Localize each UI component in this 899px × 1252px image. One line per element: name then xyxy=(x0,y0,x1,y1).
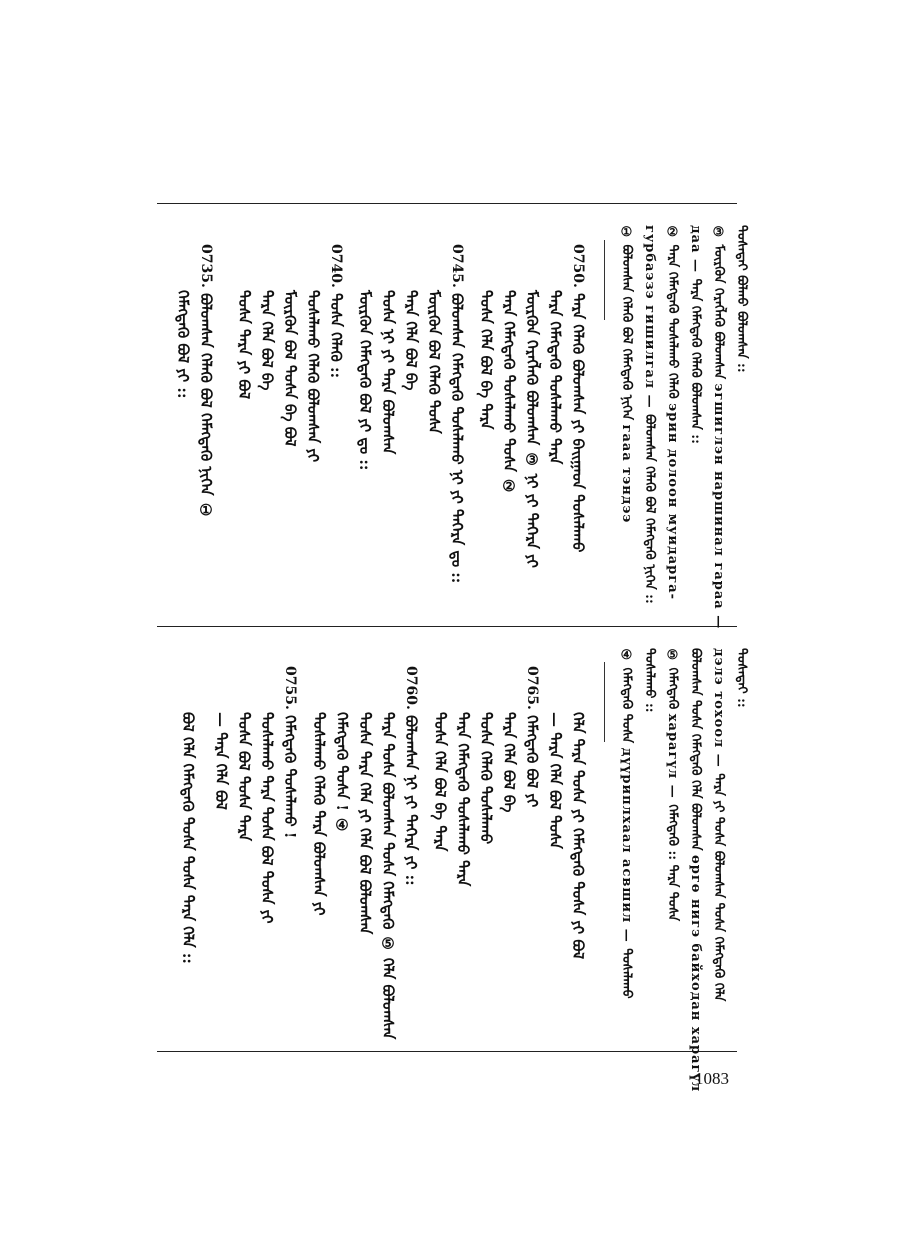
verse-line: ᠲᠤᠰᠠ ᠬᠡᠯᠡ ᠪᠣᠯ ᠪᠠ ᠲᠡᠷᠡ xyxy=(431,712,449,852)
bottom-rule xyxy=(157,1051,737,1052)
verse-line-0765 xyxy=(524,666,539,807)
verse-line: ᠲᠡᠷᠡ ᠬᠡᠮᠡᠭᠳᠡᠬᠦ ᠲᠤᠰᠠᠯᠠᠬᠤ ᠲᠡᠷᠡ xyxy=(454,712,472,887)
verse-line-0740 xyxy=(328,244,343,378)
verse-line: ᠲᠤᠰᠠ ᠲᠡᠷᠡ ᠬᠡᠯᠡ ᠶᠢ ᠬᠡᠯᠡ ᠪᠣᠯ ᠪᠣᠯᠤᠭᠰᠠᠨ xyxy=(356,712,374,935)
verse-number: 0745. xyxy=(449,244,465,288)
verse-line: ᠲᠡᠷᠡ ᠬᠡᠯᠡ ᠪᠣᠯ ᠪᠠ xyxy=(258,290,276,391)
footnote-line: даа — ᠲᠡᠷᠡ ᠬᠡᠮᠡᠭᠳᠡᠬᠦ ᠬᠡᠯᠡᠬᠦ ᠪᠤᠯᠤᠭᠰᠠᠨ :: xyxy=(688,225,703,444)
verse-line: ᠲᠤᠰᠠᠯᠠᠬᠤ ᠲᠡᠷᠡ ᠲᠤᠰᠠ ᠪᠣᠯ ᠲᠤᠰᠠ ᠶᠢ xyxy=(258,712,276,924)
verse-text: ᠬᠡᠮᠡᠭᠳᠡᠬᠦ ᠪᠣᠯ ᠶᠢ xyxy=(523,715,541,808)
verse-line: ᠪᠣᠯ ᠬᠡᠯᠡ ᠬᠡᠮᠡᠭᠳᠡᠬᠦ ᠲᠤᠰᠠ ᠲᠤᠰᠠ ᠲᠡᠷᠡ ᠬᠡᠯᠡ :: xyxy=(179,712,197,964)
verse-line: ᠲᠤᠰᠠ ᠲᠡᠷᠡ ᠶᠢ ᠪᠣᠯ xyxy=(235,290,253,400)
verse-line: ᠬᠡᠮᠡᠭᠳᠡᠬᠦ ᠲᠤᠰᠠ ! ④ xyxy=(333,712,351,835)
verse-line: ᠮᠥᠷᠭᠥᠨ ᠪᠣᠯ ᠲᠤᠰᠠ ᠪᠠ ᠪᠣᠯ xyxy=(281,290,299,447)
footnote-line: гурбаэзэ гишилгал — ᠪᠤᠯᠤᠭᠰᠠᠨ ᠬᠡᠯᠡᠬᠦ ᠪᠣᠯ ᠬᠡᠮᠡᠭᠳᠡᠬᠦ ᠨᠢᠭᠡᠨ :: xyxy=(642,225,657,604)
verse-line-0760 xyxy=(403,666,418,886)
verse-text: ᠲᠡᠷᠡ ᠬᠡᠯᠡᠬᠦ ᠪᠤᠯᠤᠭᠰᠠᠨ ᠶᠢ ᠪᠠᠢᠭᠠᠳ ᠲᠤᠰᠠᠯᠠᠬᠤ xyxy=(569,293,587,553)
verse-line: ᠲᠤᠰᠠ ᠬᠡᠯᠡᠬᠦ ᠲᠤᠰᠠᠯᠠᠬᠤ xyxy=(477,712,495,845)
verse-line-0735 xyxy=(198,244,213,519)
verse-line: ᠲᠡᠷᠡ ᠬᠡᠮᠡᠭᠳᠡᠬᠦ ᠲᠤᠰᠠᠯᠠᠬᠤ ᠲᠤᠰᠠ ② xyxy=(500,290,518,496)
page-number: 1083 xyxy=(695,1069,729,1088)
verse-number: 0735. xyxy=(198,244,214,288)
verse-line: ᠲᠤᠰᠠᠯᠠᠬᠤ ᠬᠡᠯᠡᠬᠦ ᠪᠤᠯᠤᠭᠰᠠᠨ ᠶᠢ xyxy=(304,290,322,463)
footnote-line: ᠪᠣᠯᠤᠭᠰᠠᠨ ᠲᠤᠰᠠ ᠬᠡᠮᠡᠭᠳᠡᠬᠦ ᠬᠡᠯᠡ ᠪᠣᠯᠤᠭᠰᠠᠨ өргө нигэ байходан харагүл xyxy=(688,648,703,1093)
verse-text: ᠲᠤᠰᠠ ᠬᠡᠯᠡᠬᠦ :: xyxy=(327,293,345,379)
verse-text: ᠬᠡᠮᠡᠭᠳᠡᠬᠦ ᠲᠤᠰᠠᠯᠠᠬᠤ ! xyxy=(281,715,299,839)
footnote-line: ③ ᠮᠥᠷᠭᠥᠨ ᠬᠡᠷᠡᠭᠯᠡᠬᠦ ᠪᠤᠯᠤᠭᠰᠠᠨ эгшиглэн наршинал гараа — xyxy=(711,225,726,630)
verse-line: ᠬᠡᠯᠡ ᠲᠡᠷᠡ ᠲᠤᠰᠠ ᠶᠢ ᠬᠡᠮᠡᠭᠳᠡᠬᠦ ᠲᠤᠰᠠ ᠶᠢ ᠪᠣᠯ xyxy=(569,712,587,960)
verse-number: 0765. xyxy=(524,666,540,710)
verse-line: ᠮᠥᠷᠭᠥᠨ ᠬᠡᠷᠡᠭᠯᠡᠬᠦ ᠪᠤᠯᠤᠭᠰᠠᠨ ③ ᠨᠢ ᠶᠢ ᠳᠡᠭᠡᠷᠡ ᠶᠢ xyxy=(523,290,541,568)
footnote-line: ᠲᠤᠰᠠᠲᠠᠢ ᠪᠣᠯᠬᠤ ᠪᠤᠯᠤᠭᠰᠠᠨ :: xyxy=(734,225,749,373)
verse-number: 0740. xyxy=(328,244,344,288)
footnote-line: ᠲᠤᠰᠠᠲᠠᠢ :: xyxy=(734,648,749,708)
verse-line: — ᠲᠡᠷᠡ ᠬᠡᠯᠡ ᠪᠣᠯ ᠲᠤᠰᠠ xyxy=(546,712,564,849)
verse-number: 0750. xyxy=(570,244,586,288)
footnote-line: ④ ᠬᠡᠮᠡᠭᠳᠡᠬᠦ ᠲᠤᠰᠠ дүүриплхаал асвшил — ᠲᠤᠰᠠᠯᠠᠬᠤ xyxy=(619,648,634,999)
top-footnote-separator xyxy=(604,240,605,320)
verse-line: ᠲᠡᠷᠡ ᠬᠡᠯᠡ ᠪᠣᠯ ᠪᠠ xyxy=(500,712,518,813)
footnote-line: ⑤ ᠬᠡᠮᠡᠭᠳᠡᠬᠦ харагүл — ᠬᠡᠮᠡᠭᠳᠡᠬᠦ :: ᠲᠡᠷᠡ ᠲᠤᠰᠠ xyxy=(665,648,680,922)
middle-rule xyxy=(157,626,737,627)
verse-line-0745 xyxy=(449,244,464,583)
verse-line: ᠲᠤᠰᠠ ᠪᠣᠯ ᠲᠤᠰᠠ ᠲᠡᠷᠡ xyxy=(235,712,253,842)
verse-line: ᠲᠤᠰᠠ ᠬᠡᠯᠡ ᠪᠣᠯ ᠪᠠ ᠲᠡᠷᠡ xyxy=(477,290,495,430)
verse-line: ᠲᠡᠷᠡ ᠲᠤᠰᠠ ᠪᠣᠯᠤᠭᠰᠠᠨ ᠲᠤᠰᠠ ᠬᠡᠮᠡᠭᠳᠡᠬᠦ ⑤ ᠬᠡᠯᠡ ᠪᠣᠯᠤᠭᠰᠠᠨ xyxy=(379,712,397,1040)
footnote-line: ② ᠲᠡᠷᠡ ᠬᠡᠮᠡᠭᠳᠡᠬᠦ ᠲᠤᠰᠠᠯᠠᠬᠤ ᠬᠡᠯᠡᠬᠦ эрин долоон муидарга- xyxy=(665,225,680,601)
verse-text: ᠪᠣᠯᠤᠭᠰᠠᠨ ᠨᠢ ᠶᠢ ᠳᠡᠭᠡᠷᠡ ᠶᠢ :: xyxy=(402,715,420,886)
footnote-line: дэлэ тохоол — ᠲᠡᠷᠡ ᠶᠢ ᠲᠤᠰᠠ ᠪᠣᠯᠤᠭᠰᠠᠨ ᠲᠤᠰᠠ ᠬᠡᠮᠡᠭᠳᠡᠬᠦ ᠬᠡᠯᠡ xyxy=(711,648,726,1002)
bottom-footnote-separator xyxy=(604,662,605,742)
verse-line-0750 xyxy=(570,244,585,552)
verse-number: 0760. xyxy=(403,666,419,710)
footnote-line: ᠲᠤᠰᠠᠯᠠᠬᠤ :: xyxy=(642,648,657,713)
verse-line: ᠲᠤᠰᠠ ᠨᠢ ᠶᠢ ᠲᠡᠷᠡ ᠪᠤᠯᠤᠭᠰᠠᠨ xyxy=(379,290,397,455)
verse-line: ᠮᠥᠷᠭᠥᠨ ᠬᠡᠮᠡᠭᠳᠡᠬᠦ ᠪᠣᠯ ᠶᠢ ᠳᠤ :: xyxy=(356,290,374,471)
verse-text: ᠪᠣᠯᠤᠭᠰᠠᠨ ᠬᠡᠮᠡᠭᠳᠡᠬᠦ ᠲᠤᠰᠠᠯᠠᠬᠤ ᠨᠢ ᠶᠢ ᠳᠡᠭᠡᠷᠡ ᠳᠤ :: xyxy=(448,293,466,584)
verse-line-0755 xyxy=(282,666,297,838)
verse-line: ᠮᠥᠷᠭᠥᠨ ᠪᠣᠯ ᠬᠡᠯᠡᠬᠦ ᠲᠤᠰᠠ xyxy=(425,290,443,434)
verse-text: ᠪᠤᠯᠤᠭᠰᠠᠨ ᠬᠡᠯᠡᠬᠦ ᠪᠣᠯ ᠬᠡᠮᠡᠭᠳᠡᠬᠦ ᠨᠢᠭᠡᠨ ① xyxy=(197,293,215,519)
top-rule xyxy=(157,203,737,204)
verse-number: 0755. xyxy=(282,666,298,710)
verse-line: ᠲᠤᠰᠠᠯᠠᠬᠤ ᠬᠡᠯᠡᠬᠦ ᠲᠡᠷᠡ ᠪᠣᠯᠤᠭᠰᠠᠨ ᠶᠢ xyxy=(310,712,328,916)
footnote-line: ① ᠪᠤᠯᠤᠭᠰᠠᠨ ᠬᠡᠯᠡᠬᠦ ᠪᠣᠯ ᠬᠡᠮᠡᠭᠳᠡᠬᠦ ᠨᠢᠭᠡᠨ гааа тэндээ xyxy=(619,225,634,524)
verse-line: — ᠲᠡᠷᠡ ᠬᠡᠯᠡ ᠪᠣᠯ xyxy=(212,712,230,810)
verse-line: ᠲᠡᠷᠡ ᠬᠡᠮᠡᠭᠳᠡᠬᠦ ᠲᠤᠰᠠᠯᠠᠬᠤ ᠲᠡᠷᠡ xyxy=(546,290,564,465)
verse-line: ᠬᠡᠮᠡᠭᠳᠡᠬᠦ ᠪᠣᠯ ᠶᠢ :: xyxy=(174,290,192,399)
verse-line: ᠲᠡᠷᠡ ᠬᠡᠯᠡ ᠪᠣᠯ ᠪᠠ xyxy=(402,290,420,391)
